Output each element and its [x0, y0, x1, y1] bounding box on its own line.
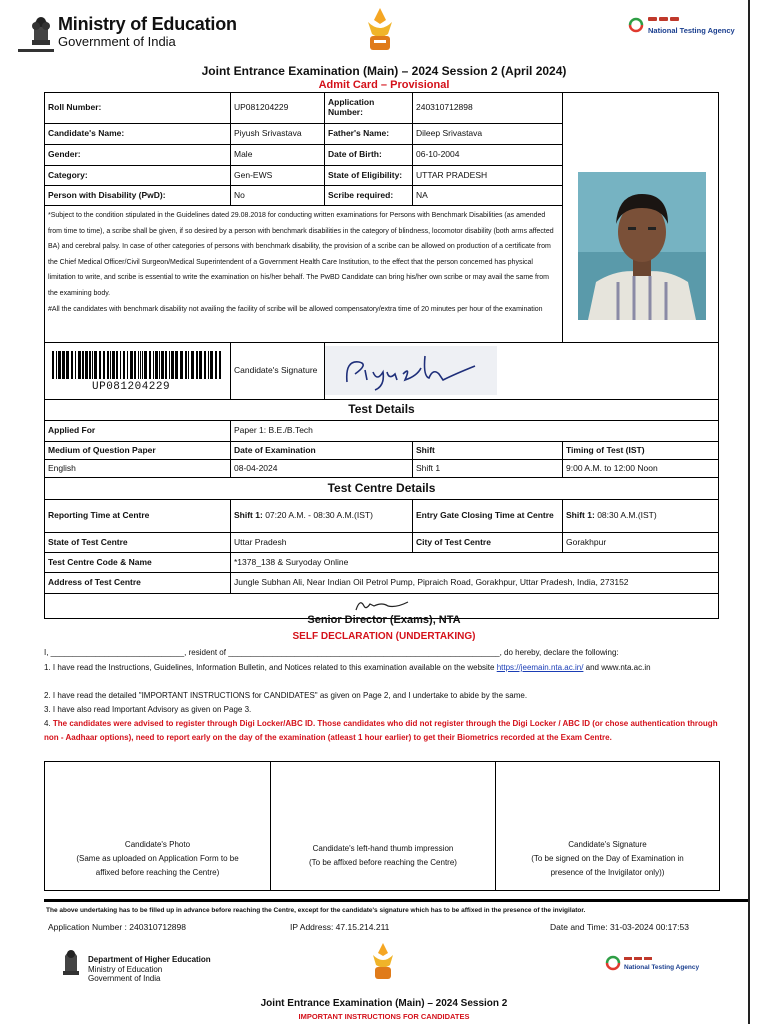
- barcode-bar: [215, 351, 217, 379]
- footer-date-time: Date and Time: 31-03-2024 00:17:53: [550, 922, 689, 932]
- scribe-value: NA: [412, 185, 563, 206]
- director-signature: [352, 598, 412, 612]
- medium-value: English: [44, 459, 231, 478]
- gate-value-cell: [562, 499, 719, 533]
- barcode-bar: [78, 351, 81, 379]
- roll-label: Roll Number:: [44, 92, 231, 124]
- application-label: Application Number:: [324, 92, 413, 124]
- footer-rule: [44, 899, 748, 902]
- candidate-photo: [578, 172, 706, 320]
- government-subtitle: Government of India: [58, 34, 176, 49]
- thumb-box: [271, 762, 496, 890]
- date-label: Date of Examination: [230, 441, 413, 460]
- nta-hindi-mark: [648, 17, 679, 21]
- eligibility-label: State of Eligibility:: [324, 165, 413, 186]
- city-label: City of Test Centre: [412, 532, 563, 553]
- barcode-bar: [161, 351, 164, 379]
- signature-box-line-2: presence of the Invigilator only)): [550, 868, 665, 877]
- reporting-value: 07:20 A.M. - 08:30 A.M.(IST): [265, 510, 373, 521]
- barcode-bar: [110, 351, 111, 379]
- point-4-number: 4.: [44, 719, 53, 728]
- barcode-bar: [142, 351, 143, 379]
- dhe-government: Government of India: [88, 974, 161, 983]
- nta-english-label: National Testing Agency: [624, 964, 700, 971]
- name-label: Candidate's Name:: [44, 123, 231, 145]
- barcode-bar: [191, 351, 194, 379]
- barcode-bar: [92, 351, 93, 379]
- jeemain-link[interactable]: https://jeemain.nta.ac.in/: [496, 663, 584, 672]
- signature-box-line-1: (To be signed on the Day of Examination in: [531, 854, 684, 863]
- gate-value: 08:30 A.M.(IST): [597, 510, 657, 521]
- undertaking-footnote: The above undertaking has to be filled up in advance before reaching the Centre, except for the candidate's signature which has to be affixed in the presence of the invigilator.: [46, 907, 586, 914]
- declaration-point-2: 2. I have read the detailed "IMPORTANT INSTRUCTIONS for CANDIDATES" as given on Page 2, and I undertake to abide by the same.: [44, 691, 528, 700]
- signature-scribble: [325, 346, 497, 395]
- pwd-note-box: [44, 205, 563, 343]
- centre-title-cell: [44, 477, 719, 500]
- applied-label: Applied For: [44, 420, 231, 442]
- gate-label: Entry Gate Closing Time at Centre: [412, 499, 563, 533]
- roll-value: UP081204229: [230, 92, 325, 124]
- barcode-bar: [204, 351, 206, 379]
- barcode-bar: [210, 351, 213, 379]
- signature-label: Candidate's Signature: [230, 342, 325, 400]
- intro-text-a: I,: [44, 648, 51, 657]
- barcode-bar: [140, 351, 141, 379]
- residence-blank: _____________________________________________________________: [228, 648, 500, 657]
- barcode-bar: [196, 351, 198, 379]
- signature-box: [496, 762, 719, 890]
- eligibility-value: UTTAR PRADESH: [412, 165, 563, 186]
- ashoka-emblem-icon: [28, 10, 54, 48]
- emblem-motto-mark: [18, 49, 54, 52]
- dhe-ministry: Ministry of Education: [88, 965, 163, 974]
- barcode-bar: [58, 351, 61, 379]
- barcode-bar: [85, 351, 88, 379]
- dhe-title: Department of Higher Education: [88, 955, 211, 964]
- barcode-bar: [185, 351, 187, 379]
- nta-english-label: National Testing Agency: [648, 26, 735, 35]
- centre-code-label: Test Centre Code & Name: [44, 552, 231, 573]
- shift-value: Shift 1: [412, 459, 563, 478]
- reporting-label: Reporting Time at Centre: [44, 499, 231, 533]
- barcode-bar: [94, 351, 97, 379]
- candidate-signature-image: [325, 346, 497, 395]
- barcode-bar: [123, 351, 125, 379]
- category-label: Category:: [44, 165, 231, 186]
- test-details-title-cell: [44, 399, 719, 421]
- page2-exam-title: Joint Entrance Examination (Main) – 2024 Session 2: [260, 998, 508, 1009]
- intro-text-b: , resident of: [184, 648, 229, 657]
- barcode-bar: [112, 351, 115, 379]
- barcode-bar: [134, 351, 136, 379]
- footer-ip-address: IP Address: 47.15.214.211: [290, 922, 390, 932]
- shift-label: Shift: [412, 441, 563, 460]
- gender-value: Male: [230, 144, 325, 166]
- footer-application-number: Application Number : 240310712898: [48, 922, 186, 932]
- father-label: Father's Name:: [324, 123, 413, 145]
- page2-instructions-title: IMPORTANT INSTRUCTIONS FOR CANDIDATES: [298, 1012, 470, 1021]
- scribe-label: Scribe required:: [324, 185, 413, 206]
- barcode-bar: [219, 351, 221, 379]
- ministry-title: Ministry of Education: [58, 14, 237, 34]
- date-value: 08-04-2024: [230, 459, 413, 478]
- timing-label: Timing of Test (IST): [562, 441, 719, 460]
- barcode-bar: [62, 351, 65, 379]
- barcode: [52, 351, 224, 379]
- nta-logo-icon: [605, 955, 621, 971]
- point-1-text-end: and www.nta.ac.in: [583, 663, 651, 672]
- declaration-point-4: [44, 717, 724, 745]
- thumb-box-line-1: (To be affixed before reaching the Centre): [309, 858, 457, 867]
- centre-code-value: *1378_138 & Suryoday Online: [230, 552, 719, 573]
- barcode-number: UP081204229: [92, 381, 171, 393]
- father-value: Dileep Srivastava: [412, 123, 563, 145]
- barcode-bar: [199, 351, 202, 379]
- barcode-bar: [153, 351, 154, 379]
- address-label: Address of Test Centre: [44, 572, 231, 594]
- intro-text-c: , do hereby, declare the following:: [499, 648, 619, 657]
- barcode-bar: [188, 351, 189, 379]
- barcode-bar: [155, 351, 158, 379]
- barcode-bar: [159, 351, 160, 379]
- reporting-shift: Shift 1:: [234, 510, 263, 521]
- page-edge-line: [748, 0, 750, 1024]
- state-value: Uttar Pradesh: [230, 532, 413, 553]
- gender-label: Gender:: [44, 144, 231, 166]
- applied-value: Paper 1: B.E./B.Tech: [230, 420, 719, 442]
- reporting-value-cell: [230, 499, 413, 533]
- g20-lotus-emblem-icon: [370, 940, 396, 982]
- director-designation: Senior Director (Exams), NTA: [307, 614, 461, 626]
- admit-card-title: Admit Card – Provisional: [318, 79, 450, 91]
- signature-box-title: Candidate's Signature: [568, 840, 647, 849]
- declaration-point-3: 3. I have also read Important Advisory as given on Page 3.: [44, 705, 252, 714]
- barcode-bar: [169, 351, 170, 379]
- barcode-bar: [116, 351, 118, 379]
- barcode-bar: [99, 351, 101, 379]
- address-value: Jungle Subhan Ali, Near Indian Oil Petrol Pump, Pipraich Road, Gorakhpur, Uttar Pradesh, India, 273152: [230, 572, 719, 594]
- photo-box-line-2: affixed before reaching the Centre): [95, 868, 220, 877]
- nta-logo-icon: [628, 17, 644, 33]
- barcode-bar: [144, 351, 147, 379]
- test-details-title: Test Details: [348, 402, 415, 417]
- barcode-bar: [165, 351, 167, 379]
- barcode-bar: [103, 351, 105, 379]
- g20-lotus-emblem-icon: [364, 4, 396, 54]
- category-value: Gen-EWS: [230, 165, 325, 186]
- undertaking-boxes: [44, 761, 720, 891]
- barcode-bar: [107, 351, 109, 379]
- exam-title: Joint Entrance Examination (Main) – 2024 Session 2 (April 2024): [201, 64, 567, 78]
- point-1-text: 1. I have read the Instructions, Guidelines, Information Bulletin, and Notices related to this examination available on the website: [44, 663, 497, 672]
- barcode-bar: [127, 351, 128, 379]
- pwd-value: No: [230, 185, 325, 206]
- scribe-note: *Subject to the condition stipulated in the Guidelines dated 29.08.2018 for conducting written examinations for Persons with Benchmark Disabilities (as amended from time to time), a scribe shall be given, if so desired by a person with benchmark disabilities in the category of blindness, locomotor disability (both arms affected BA) and cerebral palsy. In case of other categories of persons with benchmark disability, the provision of a scribe can be allowed on production of a certificate from the Chief Medical Officer/Civil Surgeon/Medical Superintendent of a Government Health Care Institution, to the effect that the person concerned has physical limitation to write, and scribe is essential to write the examination on his/her behalf. The PwBD Candidate can bring his/her own scribe or may avail the same from the examining body.: [48, 212, 554, 297]
- self-declaration-title: SELF DECLARATION (UNDERTAKING): [292, 631, 476, 642]
- declaration-point-1: [44, 661, 724, 675]
- compensatory-time-note: #All the candidates with benchmark disability not availing the facility of scribe will be allowed compensatory/extra time of 20 minutes per hour of the examination: [48, 305, 543, 313]
- timing-value: 9:00 A.M. to 12:00 Noon: [562, 459, 719, 478]
- name-value: Piyush Srivastava: [230, 123, 325, 145]
- gate-shift: Shift 1:: [566, 510, 595, 521]
- photo-box-title: Candidate's Photo: [124, 840, 191, 849]
- barcode-bar: [208, 351, 209, 379]
- dob-value: 06-10-2004: [412, 144, 563, 166]
- barcode-bar: [120, 351, 121, 379]
- barcode-bar: [149, 351, 151, 379]
- barcode-bar: [56, 351, 57, 379]
- nta-hindi-mark: [624, 957, 652, 960]
- barcode-bar: [75, 351, 76, 379]
- name-blank: ______________________________: [50, 648, 185, 657]
- barcode-bar: [66, 351, 69, 379]
- barcode-bar: [138, 351, 139, 379]
- barcode-bar: [89, 351, 91, 379]
- barcode-bar: [82, 351, 84, 379]
- barcode-bar: [175, 351, 178, 379]
- thumb-box-title: Candidate's left-hand thumb impression: [312, 844, 454, 853]
- centre-title: Test Centre Details: [327, 480, 436, 495]
- photo-box: [45, 762, 271, 890]
- pwd-label: Person with Disability (PwD):: [44, 185, 231, 206]
- state-label: State of Test Centre: [44, 532, 231, 553]
- declaration-intro: [44, 646, 724, 660]
- ashoka-emblem-icon: [60, 944, 82, 978]
- medium-label: Medium of Question Paper: [44, 441, 231, 460]
- application-value: 240310712898: [412, 92, 563, 124]
- dob-label: Date of Birth:: [324, 144, 413, 166]
- barcode-bar: [180, 351, 183, 379]
- barcode-bar: [130, 351, 133, 379]
- barcode-bar: [171, 351, 174, 379]
- barcode-bar: [52, 351, 54, 379]
- city-value: Gorakhpur: [562, 532, 719, 553]
- barcode-bar: [71, 351, 73, 379]
- point-4-text: The candidates were advised to register through Digi Locker/ABC ID. Those candidates who did not register through the Digi Locker / ABC ID (or chose authentication through non - Aadhaar options), need to report early on the day of the examination (atleast 1 hour earlier) to get their Biometrics recorded at the Exam Centre.: [44, 719, 718, 742]
- photo-box-line-1: (Same as uploaded on Application Form to be: [76, 854, 239, 863]
